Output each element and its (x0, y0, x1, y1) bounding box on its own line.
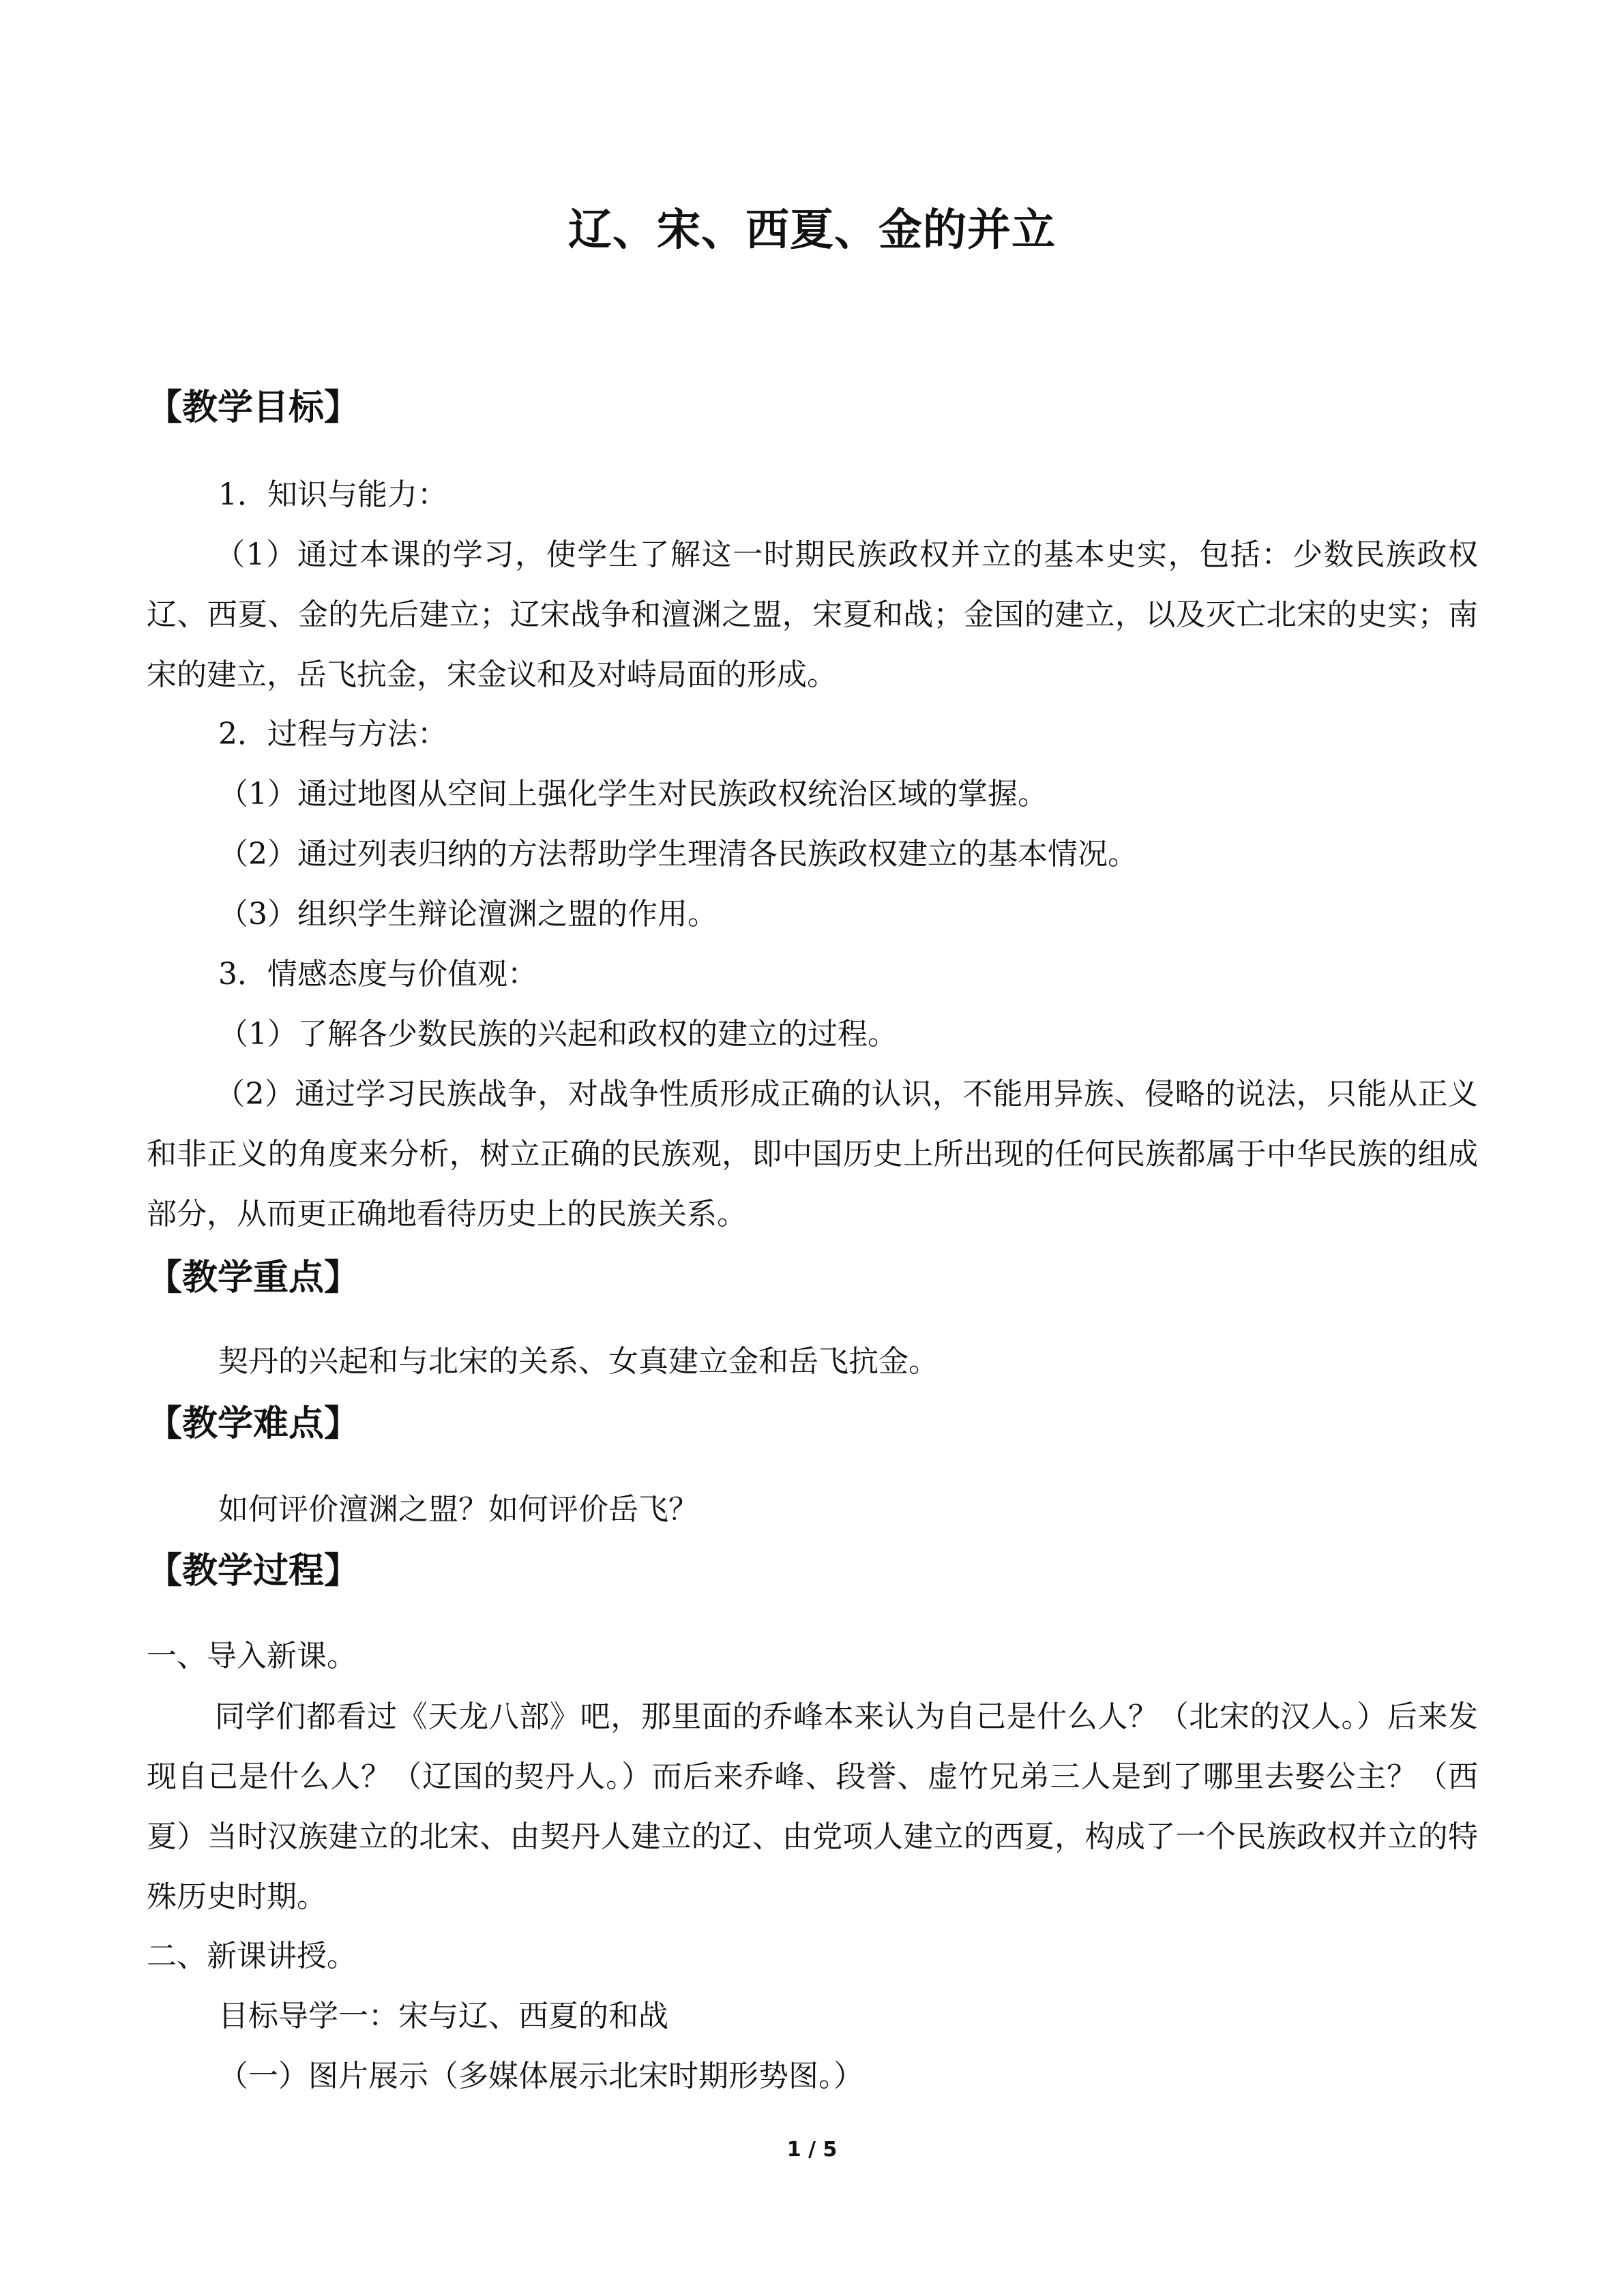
heading-key-points: 【教学重点】 (147, 1257, 360, 1298)
page-number: 1 / 5 (786, 2138, 838, 2162)
objective-3-item-1: （1）了解各少数民族的兴起和政权的建立的过程。 (218, 1017, 898, 1052)
heading-process: 【教学过程】 (147, 1551, 360, 1592)
difficulties-text: 如何评价澶渊之盟？如何评价岳飞？ (218, 1492, 698, 1527)
process-step-1-text: 同学们都看过《天龙八部》吧，那里面的乔峰本来认为自己是什么人？（北宋的汉人。）后来发现自己是什么人？（辽国的契丹人。）而后来乔峰、段誉、虚竹兄弟三人是到了哪里去娶公主？（西夏）当时汉族建立的北宋、由契丹人建立的辽、由党项人建立的西夏，构成了一个民族政权并立的特殊历史时期。 (147, 1699, 1478, 1914)
objective-2-item-2: （2）通过列表归纳的方法帮助学生理清各民族政权建立的基本情况。 (218, 837, 1138, 871)
process-step-1-label: 一、导入新课。 (147, 1639, 357, 1673)
process-goal-1: 目标导学一：宋与辽、西夏的和战 (218, 1999, 668, 2033)
heading-difficulties: 【教学难点】 (147, 1403, 360, 1444)
page-title: 辽、宋、西夏、金的并立 (568, 205, 1056, 256)
process-goal-1-sub-1: （一）图片展示（多媒体展示北宋时期形势图。） (218, 2059, 863, 2093)
process-step-2-label: 二、新课讲授。 (147, 1939, 357, 1973)
objective-2-label: 2．过程与方法： (218, 717, 447, 751)
objective-3-item-2: （2）通过学习民族战争，对战争性质形成正确的认识，不能用异族、侵略的说法，只能从正义和非正义的角度来分析，树立正确的民族观，即中国历史上所出现的任何民族都属于中华民族的组成部分，从而更正确地看待历史上的民族关系。 (147, 1077, 1478, 1232)
objective-3-label: 3．情感态度与价值观： (218, 957, 537, 992)
objective-2-item-1: （1）通过地图从空间上强化学生对民族政权统治区域的掌握。 (218, 777, 1048, 811)
objective-1-label: 1．知识与能力： (218, 477, 447, 512)
objective-2-item-3: （3）组织学生辩论澶渊之盟的作用。 (218, 897, 718, 931)
heading-objectives: 【教学目标】 (147, 387, 360, 428)
objective-1-paragraph: （1）通过本课的学习，使学生了解这一时期民族政权并立的基本史实，包括：少数民族政权辽、西夏、金的先后建立；辽宋战争和澶渊之盟，宋夏和战；金国的建立，以及灭亡北宋的史实；南宋的建立，岳飞抗金，宋金议和及对峙局面的形成。 (147, 537, 1478, 692)
key-points-text: 契丹的兴起和与北宋的关系、女真建立金和岳飞抗金。 (218, 1344, 939, 1379)
